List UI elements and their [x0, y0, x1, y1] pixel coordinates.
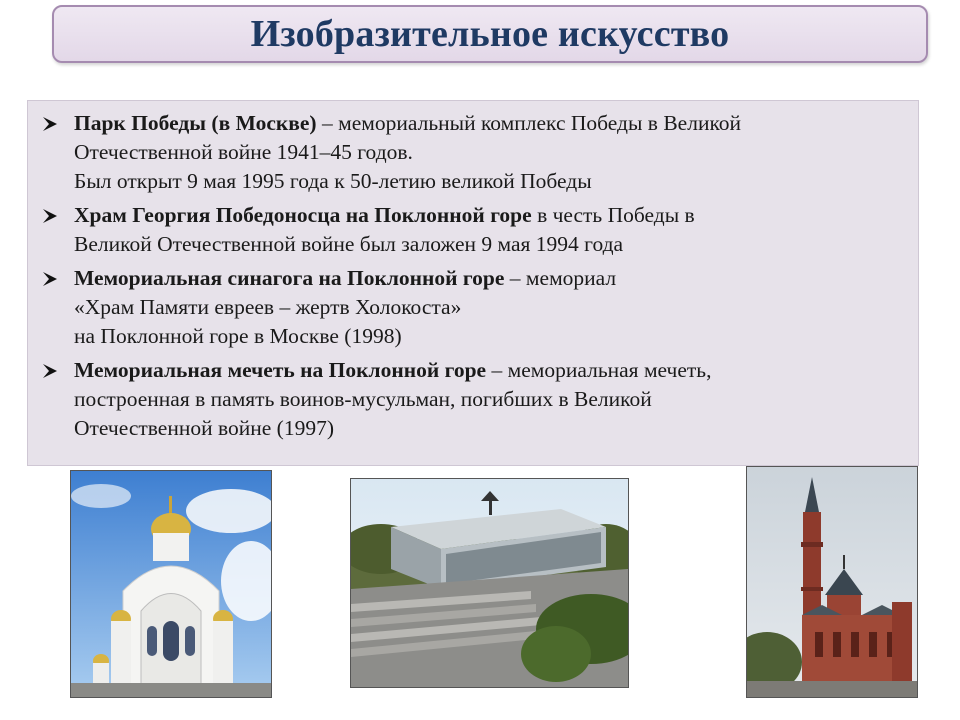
item-text: – мемориал	[504, 266, 617, 290]
page-title: Изобразительное искусство	[250, 13, 730, 55]
item-text: построенная в память воинов-мусульман, погибших в Великой	[74, 387, 652, 411]
item-text: Был открыт 9 мая 1995 года к 50-летию великой Победы	[74, 169, 592, 193]
mosque-photo	[746, 466, 918, 698]
item-title: Парк Победы (в Москве)	[74, 111, 317, 135]
item-text: – мемориальный комплекс Победы в Великой	[316, 111, 742, 135]
list-item	[38, 201, 904, 259]
item-title: Мемориальная мечеть на Поклонной горе	[74, 358, 487, 382]
arrow-bullet-icon	[42, 356, 62, 385]
item-text: Отечественной войне (1997)	[74, 416, 334, 440]
synagogue-photo	[350, 478, 629, 688]
title-banner	[52, 5, 928, 63]
item-text: Отечественной войне 1941–45 годов.	[74, 140, 413, 164]
item-text: Великой Отечественной войне был заложен 9 мая 1994 года	[74, 232, 624, 256]
item-text: в честь Победы в	[531, 203, 695, 227]
content-panel	[27, 100, 919, 466]
list-item	[38, 109, 904, 196]
list-item	[38, 264, 904, 351]
list-item	[38, 356, 904, 443]
item-title: Храм Георгия Победоносца на Поклонной горе	[74, 203, 532, 227]
arrow-bullet-icon	[42, 201, 62, 230]
item-text: «Храм Памяти евреев – жертв Холокоста»	[74, 295, 462, 319]
item-text: на Поклонной горе в Москве (1998)	[74, 324, 402, 348]
item-text: – мемориальная мечеть,	[486, 358, 712, 382]
arrow-bullet-icon	[42, 264, 62, 293]
church-photo	[70, 470, 272, 698]
item-title: Мемориальная синагога на Поклонной горе	[74, 266, 505, 290]
arrow-bullet-icon	[42, 109, 62, 138]
